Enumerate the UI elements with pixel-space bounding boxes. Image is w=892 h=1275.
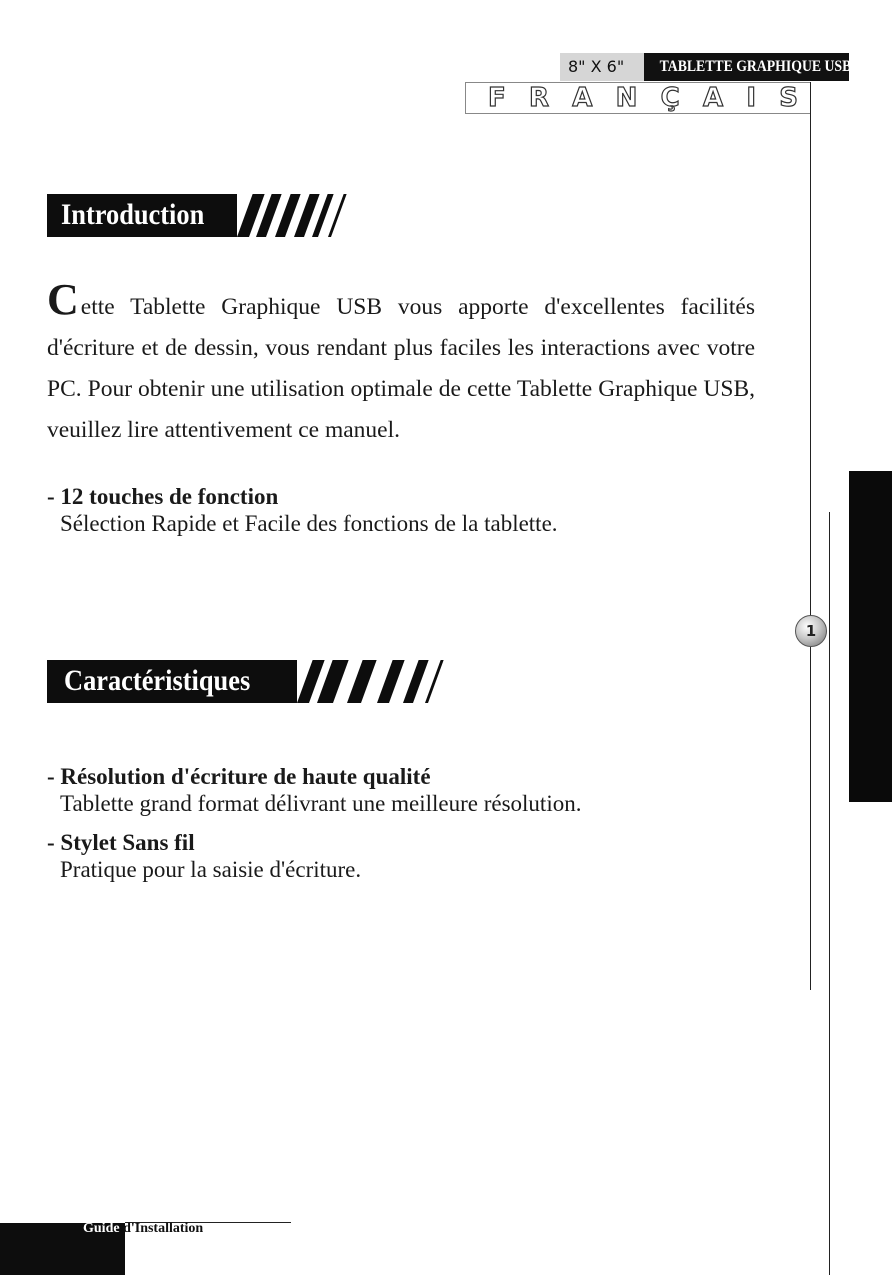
footer-label-guide: Guide — [83, 1221, 120, 1236]
footer-label — [83, 1220, 203, 1238]
vertical-rule — [810, 82, 811, 990]
feature-description: Pratique pour la saisie d'écriture. — [60, 857, 362, 882]
product-title: TABLETTE GRAPHIQUE USB — [659, 58, 852, 75]
introduction-title: Introduction — [61, 198, 205, 231]
feature-item — [47, 830, 767, 884]
chapter-side-tab — [849, 471, 892, 802]
introduction-paragraph — [47, 275, 755, 451]
caracteristiques-heading-bar — [47, 660, 297, 703]
language-label: F R A N Ç A I S — [488, 83, 798, 113]
feature-description: Tablette grand format délivrant une meilleure résolution. — [60, 791, 582, 816]
feature-item — [47, 484, 767, 538]
product-title-banner — [644, 53, 852, 81]
caracteristiques-title: Caractéristiques — [64, 664, 251, 697]
footer-label-installation: d'Installation — [123, 1221, 204, 1236]
introduction-text: ette Tablette Graphique USB vous apporte d'excellentes facilités d'écriture et de dessin, vous rendant plus faciles les interactions avec votre PC. Pour obtenir une utilisation optimale de cette Tablette Graphique USB, veuillez lire attentivement ce manuel. — [47, 294, 755, 443]
feature-title: - Résolution d'écriture de haute qualité — [47, 764, 431, 789]
feature-item — [47, 764, 767, 818]
heading-slash-decoration — [425, 660, 444, 703]
drop-cap: C — [47, 275, 79, 324]
introduction-heading-bar — [47, 194, 237, 237]
vertical-rule — [829, 512, 830, 1275]
feature-description: Sélection Rapide et Facile des fonctions de la tablette. — [60, 511, 558, 536]
tablet-size-label: 8" X 6" — [560, 53, 644, 81]
heading-slash-decoration — [377, 660, 405, 703]
heading-slash-decoration — [403, 660, 429, 703]
heading-slash-decoration — [347, 660, 377, 703]
feature-title: - 12 touches de fonction — [47, 484, 279, 509]
feature-title: - Stylet Sans fil — [47, 830, 195, 855]
language-banner — [465, 82, 810, 114]
page-number-badge: 1 — [795, 615, 827, 647]
